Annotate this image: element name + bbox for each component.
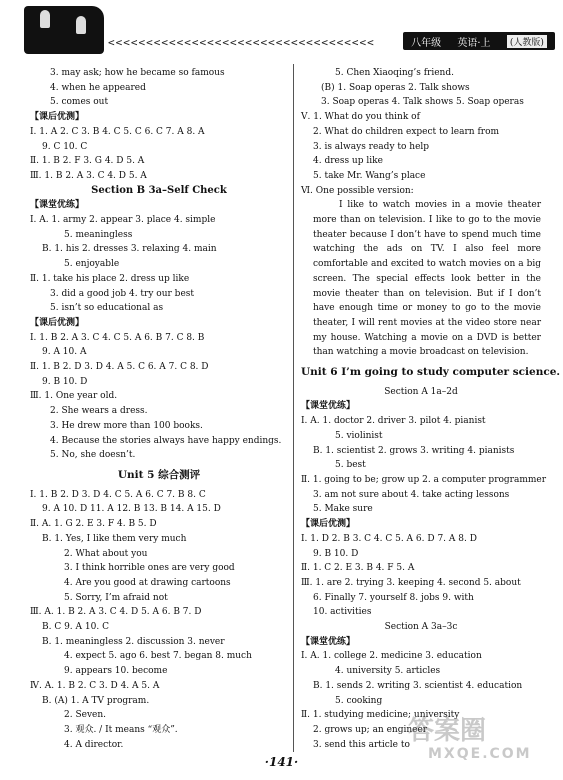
answer-line: 9. C 10. C — [42, 141, 88, 152]
answer-line: 2. What do children expect to learn from — [313, 126, 500, 137]
answer-line: 3. may ask; how he became so famous — [50, 68, 225, 78]
answer-line: Unit 6 I’m going to study computer science. — [301, 366, 561, 379]
answer-line: Ⅴ. 1. What do you think of — [301, 112, 420, 123]
answer-line: 5. take Mr. Wang’s place — [313, 170, 426, 181]
page-header — [0, 0, 563, 58]
answer-line: 5. meaningless — [64, 229, 133, 240]
answer-line: 5. comes out — [50, 97, 109, 108]
answer-line: Ⅰ. A. 1. college 2. medicine 3. education — [301, 651, 482, 662]
right-answers-bottom — [301, 360, 561, 752]
answer-line: 9. A 10. A — [42, 347, 87, 358]
header-logo — [24, 6, 104, 54]
answer-line: Ⅰ. 1. B 2. A 3. C 4. C 5. A 6. B 7. C 8. B — [30, 332, 205, 343]
answer-line: Ⅰ. 1. A 2. C 3. B 4. C 5. C 6. C 7. A 8. A — [30, 126, 205, 137]
answer-line: 2. What about you — [64, 548, 148, 559]
answer-line: 5. isn’t so educational as — [50, 303, 164, 314]
answer-line: 5. No, she doesn’t. — [50, 450, 136, 461]
answer-line: Ⅱ. A. 1. G 2. E 3. F 4. B 5. D — [30, 519, 157, 530]
answer-line: 4. Because the stories always have happy endings. — [50, 435, 282, 446]
answer-line: 【课后优测】 — [30, 112, 85, 123]
answer-line: 6. Finally 7. yourself 8. jobs 9. with — [313, 592, 474, 603]
answer-line: 4. Are you good at drawing cartoons — [64, 577, 231, 588]
answer-line: Ⅱ. 1. studying medicine; university — [301, 710, 460, 721]
right-column — [301, 66, 561, 752]
answer-line: Ⅰ. 1. D 2. B 3. C 4. C 5. A 6. D 7. A 8. D — [301, 533, 477, 544]
answer-line: Ⅱ. 1. B 2. D 3. D 4. A 5. C 6. A 7. C 8. D — [30, 362, 209, 373]
answer-line: 2. Seven. — [64, 710, 107, 721]
answer-line: 5. Chen Xiaoqing’s friend. — [335, 68, 454, 78]
header-arrows: <<<<<<<<<<<<<<<<<<<<<<<<<<<<<<<<<<< — [108, 36, 375, 49]
answer-line: Section A 3a–3c — [384, 622, 458, 633]
watermark-line1: 答案圈 — [408, 716, 487, 746]
answer-line: 9. B 10. D — [313, 548, 359, 559]
answer-line: 2. grows up; an engineer — [313, 724, 428, 735]
answer-line: 【课堂优练】 — [301, 636, 356, 647]
figure-icon — [40, 10, 50, 28]
answer-line: 5. violinist — [335, 430, 383, 441]
column-divider — [293, 64, 294, 752]
watermark-line2: MXQE.COM — [428, 746, 532, 762]
left-column — [30, 66, 288, 752]
answer-line: Section A 1a–2d — [384, 386, 458, 397]
answer-line: Ⅱ. 1. going to be; grow up 2. a computer programmer — [301, 474, 547, 485]
answer-line: 3. is always ready to help — [313, 141, 430, 152]
answer-line: 5. best — [335, 460, 366, 471]
subject-label: 英语·上 — [457, 37, 491, 49]
answer-line: 9. A 10. D 11. A 12. B 13. B 14. A 15. D — [42, 504, 221, 515]
answer-line: Ⅰ. A. 1. army 2. appear 3. place 4. simple — [30, 215, 216, 226]
answer-line: 5. Sorry, I’m afraid not — [64, 592, 168, 603]
answer-line: 4. when he appeared — [50, 82, 146, 93]
answer-line: B. 1. his 2. dresses 3. relaxing 4. main — [42, 244, 217, 255]
watermark — [408, 716, 558, 774]
answer-line: Ⅱ. 1. B 2. F 3. G 4. D 5. A — [30, 156, 145, 167]
answer-line: 2. She wears a dress. — [50, 406, 148, 417]
figure-icon — [76, 16, 86, 34]
answer-line: Ⅲ. 1. B 2. A 3. C 4. D 5. A — [30, 170, 147, 181]
answer-line: B. 1. meaningless 2. discussion 3. never — [42, 636, 225, 647]
header-grade-bar — [403, 32, 555, 50]
answer-line: Section B 3a–Self Check — [91, 184, 227, 196]
answer-line: Ⅳ. A. 1. B 2. C 3. D 4. A 5. A — [30, 680, 160, 691]
answer-line: 3. did a good job 4. try our best — [50, 288, 194, 299]
answer-line: 10. activities — [313, 607, 372, 618]
answer-line: Ⅱ. 1. take his place 2. dress up like — [30, 273, 190, 284]
answer-line: 4. expect 5. ago 6. best 7. began 8. much — [64, 651, 252, 662]
answer-line: B. 1. sends 2. writing 3. scientist 4. education — [313, 680, 523, 691]
answer-line: 5. enjoyable — [64, 259, 120, 270]
answer-line: Ⅲ. A. 1. B 2. A 3. C 4. D 5. A 6. B 7. D — [30, 607, 202, 618]
answer-line: 5. Make sure — [313, 504, 373, 515]
edition-label: (人教版) — [507, 35, 547, 48]
right-answers-top — [301, 66, 541, 198]
answer-line: 3. am not sure about 4. take acting lessons — [313, 489, 510, 500]
essay-paragraph: I like to watch movies in a movie theater more than on television. I like to go to the movie theater because I don’t have to spend much time watching the ads on TV. I also feel more comfortable and excited to watch movies on a big screen. The special effects look better in the movie theater than on television. But if I don’t have enough time or money to go to the movie theater, I will rent movies at the video store near my house. Watching a movie on a DVD is better than watching a movie broadcast on television. — [313, 200, 541, 358]
answer-line: 3. I think horrible ones are very good — [64, 563, 235, 574]
answer-line: 【课堂优练】 — [301, 401, 356, 412]
answer-line: B. C 9. A 10. C — [42, 622, 109, 633]
answer-line: 3. 观众. / It means “观众”. — [64, 724, 178, 735]
answer-line: 【课后优测】 — [301, 519, 356, 530]
answer-line: 3. He drew more than 100 books. — [50, 420, 203, 431]
answer-line: (B) 1. Soap operas 2. Talk shows — [321, 82, 470, 93]
answer-line: B. 1. scientist 2. grows 3. writing 4. pianists — [313, 445, 515, 456]
answer-line: 4. dress up like — [313, 156, 383, 167]
grade-label: 八年级 — [411, 37, 442, 49]
answer-line: 9. B 10. D — [42, 376, 88, 387]
answer-line: Ⅲ. 1. One year old. — [30, 391, 118, 402]
answer-line: Ⅰ. 1. B 2. D 3. D 4. C 5. A 6. C 7. B 8. C — [30, 489, 206, 500]
answer-line: 4. university 5. articles — [335, 666, 441, 677]
answer-line: Ⅱ. 1. C 2. E 3. B 4. F 5. A — [301, 563, 415, 574]
answer-line: 9. appears 10. become — [64, 666, 168, 677]
answer-line: B. 1. Yes, I like them very much — [42, 533, 187, 544]
answer-line: 3. Soap operas 4. Talk shows 5. Soap operas — [321, 97, 524, 108]
answer-line: 【课堂优练】 — [30, 200, 85, 211]
answer-line: 4. A director. — [64, 739, 124, 750]
answer-line: 【课后优测】 — [30, 317, 85, 328]
answer-line: Ⅲ. 1. are 2. trying 3. keeping 4. second 5. about — [301, 577, 521, 588]
answer-line: B. (A) 1. A TV program. — [42, 695, 150, 706]
answer-line: Ⅵ. One possible version: — [301, 185, 414, 196]
page-number: ·141· — [264, 755, 299, 769]
answer-line: 5. cooking — [335, 695, 383, 706]
answer-line: Unit 5 综合测评 — [117, 468, 201, 481]
answer-line: 3. send this article to — [313, 739, 410, 750]
answer-line: Ⅰ. A. 1. doctor 2. driver 3. pilot 4. pianist — [301, 416, 486, 427]
